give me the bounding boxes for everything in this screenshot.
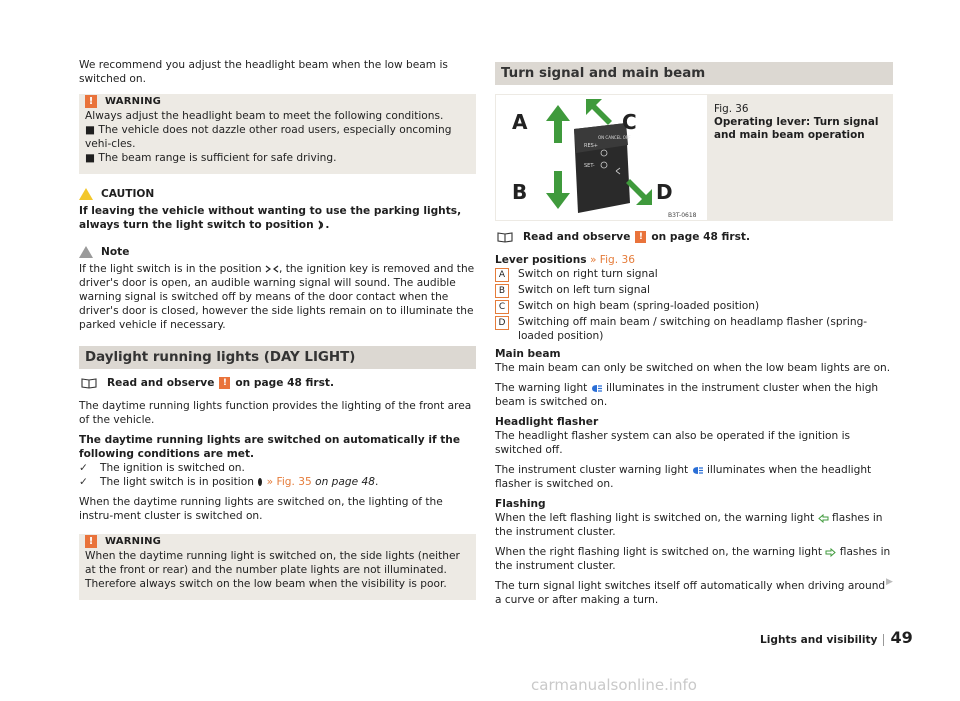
condition-list bbox=[79, 461, 476, 489]
lever-label: ON CANCEL OFF bbox=[598, 135, 631, 140]
side-light-icon bbox=[265, 264, 279, 274]
position-key: A bbox=[495, 268, 509, 282]
main-beam-text: The main beam can only be switched on when the low beam lights are on. bbox=[495, 362, 891, 374]
figure-number: Fig. 36 bbox=[714, 103, 749, 115]
note-title: Note bbox=[101, 246, 130, 258]
warning-text: When the daytime running light is switched on, the side lights (neither at the front or rear) and the number plate lights are not illuminated. Therefore always switch on the low beam when the visibility is poor. bbox=[85, 550, 460, 590]
flashing-title: Flashing bbox=[495, 498, 546, 510]
check-icon: ✓ bbox=[79, 462, 88, 474]
right-turn-signal-icon bbox=[825, 548, 836, 557]
left-column bbox=[79, 58, 476, 600]
figure-link[interactable]: » Fig. 35 bbox=[266, 476, 312, 488]
warning-icon: ! bbox=[85, 95, 97, 108]
flasher-text: The headlight flasher system can also be operated if the ignition is switched off. bbox=[495, 430, 851, 456]
figure-caption-title: Operating lever: Turn signal and main beam operation bbox=[714, 116, 879, 141]
note-text: If the light switch is in the position , the ignition key is removed and the driver's door is open, an audible warning signal will sound. The audible warning signal is switched off by means of the door contact when the driver's door is closed, however the side lights remain on to illuminate the parked vehicle if necessary. bbox=[79, 263, 475, 331]
auto-off-paragraph: The turn signal light switches itself off automatically when driving around a curve or after making a turn. bbox=[495, 580, 886, 606]
figure-code: B3T-0618 bbox=[668, 212, 697, 219]
lever-positions-list bbox=[495, 267, 893, 343]
main-beam-title: Main beam bbox=[495, 348, 561, 360]
check-icon: ✓ bbox=[79, 476, 88, 488]
warning-box-headlight bbox=[79, 94, 476, 174]
arrow-up-a bbox=[546, 105, 570, 143]
arrow-c bbox=[586, 99, 612, 125]
watermark: carmanualsonline.info bbox=[531, 676, 697, 694]
high-beam-icon bbox=[692, 466, 704, 475]
warning-line: ■ The vehicle does not dazzle other road users, especially oncoming vehi-cles. bbox=[85, 124, 452, 150]
list-item: C Switch on high beam (spring-loaded position) bbox=[495, 299, 893, 314]
flashing-left-paragraph: When the left flashing light is switched on, the warning light flashes in the instrument cluster. bbox=[495, 512, 883, 538]
page-number: 49 bbox=[890, 628, 913, 647]
list-item: ✓ The light switch is in position » Fig. 35 on page 48. bbox=[79, 476, 379, 488]
list-item: D Switching off main beam / switching on headlamp flasher (spring-loaded position) bbox=[495, 315, 893, 343]
flasher-warning-paragraph: The instrument cluster warning light illuminates when the headlight flasher is switched on. bbox=[495, 464, 872, 490]
section-title-turn-signal: Turn signal and main beam bbox=[495, 62, 893, 85]
list-item: ✓ The ignition is switched on. bbox=[79, 462, 245, 474]
figure-label: C bbox=[622, 110, 637, 134]
warning-icon: ! bbox=[635, 231, 646, 243]
light-switch-icon bbox=[257, 477, 263, 487]
note-icon bbox=[79, 246, 93, 258]
flasher-title: Headlight flasher bbox=[495, 416, 599, 428]
footer-section-title: Lights and visibility bbox=[760, 634, 884, 646]
position-key: D bbox=[495, 316, 509, 330]
warning-title: WARNING bbox=[105, 96, 162, 107]
list-item: A Switch on right turn signal bbox=[495, 267, 893, 282]
warning-line: ■ The beam range is sufficient for safe driving. bbox=[85, 152, 337, 164]
figure-link[interactable]: » Fig. 36 bbox=[589, 254, 635, 266]
warning-icon: ! bbox=[85, 535, 97, 548]
main-beam-warning-paragraph: The warning light illuminates in the instrument cluster when the high beam is switched on. bbox=[495, 382, 879, 408]
figure-box bbox=[495, 94, 893, 221]
arrow-down-b bbox=[546, 171, 570, 209]
intro-paragraph: We recommend you adjust the headlight beam when the low beam is switched on. bbox=[79, 59, 448, 85]
warning-icon: ! bbox=[219, 377, 230, 389]
lever-label: RES+ bbox=[584, 143, 598, 149]
lever-positions-heading: Lever positions » Fig. 36 bbox=[495, 254, 635, 266]
caution-text: If leaving the vehicle without wanting to use the parking lights, always turn the light switch to position . bbox=[79, 205, 462, 231]
flashing-right-paragraph: When the right flashing light is switched on, the warning light flashes in the instrument cluster. bbox=[495, 546, 891, 572]
book-icon bbox=[81, 377, 97, 389]
figure-label: A bbox=[512, 110, 528, 134]
figure-label: B bbox=[512, 180, 528, 204]
continue-arrow-icon: ▶ bbox=[886, 577, 893, 587]
caution-title: CAUTION bbox=[101, 188, 155, 200]
read-observe-line: Read and observe ! on page 48 first. bbox=[495, 231, 893, 243]
note-block bbox=[79, 246, 476, 332]
section-title-daylight: Daylight running lights (DAY LIGHT) bbox=[79, 346, 476, 369]
right-column bbox=[495, 62, 893, 607]
instrument-cluster-paragraph: When the daytime running lights are switched on, the lighting of the instru-ment cluster is switched on. bbox=[79, 496, 443, 522]
daylight-conditions-heading: The daytime running lights are switched on automatically if the following conditions are met. bbox=[79, 434, 461, 460]
book-icon bbox=[497, 231, 513, 243]
figure-caption bbox=[707, 94, 893, 221]
caution-block bbox=[79, 188, 476, 232]
list-item: B Switch on left turn signal bbox=[495, 283, 893, 298]
caution-icon bbox=[79, 188, 93, 200]
page-footer bbox=[760, 628, 913, 647]
high-beam-icon bbox=[591, 384, 603, 393]
lever-illustration bbox=[496, 95, 707, 220]
warning-title: WARNING bbox=[105, 536, 162, 547]
read-observe-line: Read and observe ! on page 48 first. bbox=[79, 377, 476, 389]
warning-box-daylight bbox=[79, 534, 476, 600]
position-key: B bbox=[495, 284, 509, 298]
daylight-description: The daytime running lights function provides the lighting of the front area of the vehicle. bbox=[79, 400, 472, 426]
figure-label: D bbox=[656, 180, 673, 204]
position-key: C bbox=[495, 300, 509, 314]
left-turn-signal-icon bbox=[818, 514, 829, 523]
warning-line: Always adjust the headlight beam to meet the following conditions. bbox=[85, 110, 444, 122]
lever-label: SET- bbox=[584, 163, 595, 169]
figure-image bbox=[496, 95, 707, 220]
